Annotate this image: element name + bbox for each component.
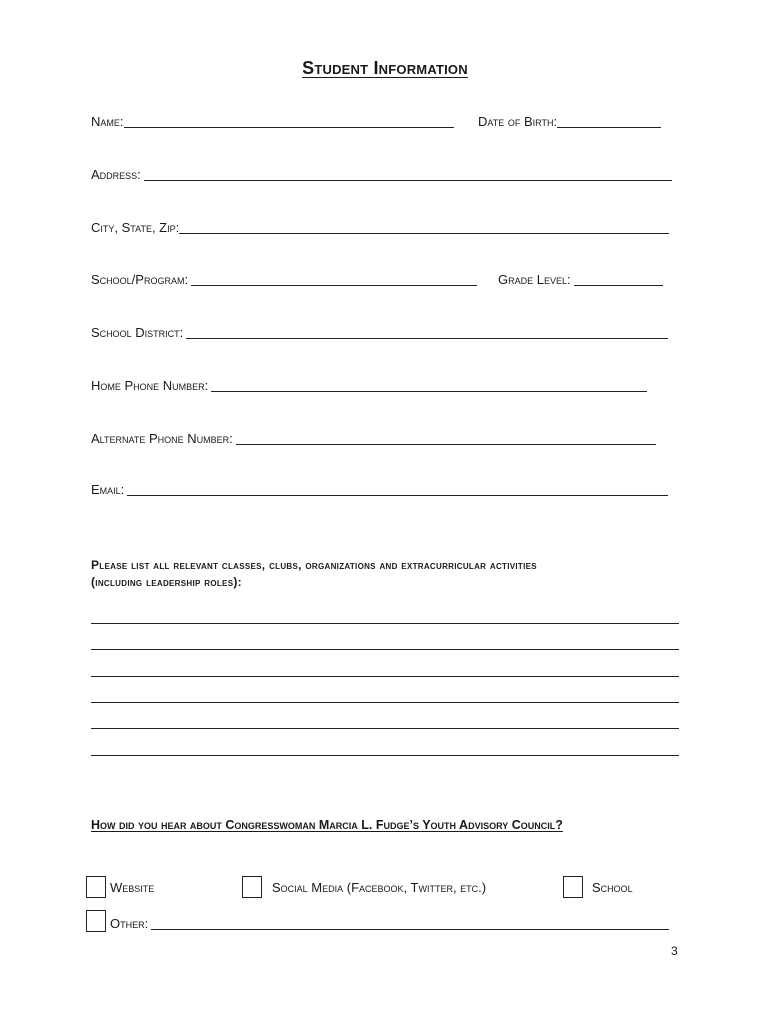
address-field[interactable] (144, 180, 672, 181)
home-phone-field[interactable] (211, 391, 647, 392)
school-program-label: School/Program: (91, 272, 189, 287)
name-row (91, 110, 454, 130)
activities-line[interactable] (91, 702, 679, 703)
city-state-zip-label: City, State, Zip: (91, 220, 180, 235)
other-checkbox[interactable] (86, 910, 106, 932)
dob-row (478, 110, 661, 130)
activities-heading-line-1: Please list all relevant classes, clubs, organizations and extracurricular activities (91, 558, 537, 572)
school-district-field[interactable] (186, 338, 668, 339)
alternate-phone-row (91, 427, 656, 447)
other-field[interactable] (151, 929, 669, 930)
address-row (91, 163, 672, 183)
school-label: School (592, 880, 633, 895)
school-district-row (91, 321, 668, 341)
referral-question: How did you hear about Congresswoman Marcia L. Fudge’s Youth Advisory Council? (91, 818, 563, 832)
name-label: Name: (91, 114, 124, 129)
city-state-zip-field[interactable] (179, 233, 669, 234)
activities-line[interactable] (91, 676, 679, 677)
dob-field[interactable] (557, 127, 661, 128)
social-media-label: Social Media (Facebook, Twitter, etc.) (272, 880, 487, 895)
email-label: Email: (91, 482, 125, 497)
school-checkbox[interactable] (563, 876, 583, 898)
website-label: Website (110, 880, 155, 895)
page-number: 3 (671, 944, 678, 958)
home-phone-label: Home Phone Number: (91, 378, 209, 393)
activities-heading (91, 557, 679, 591)
grade-level-field[interactable] (574, 285, 663, 286)
activities-line[interactable] (91, 755, 679, 756)
school-program-row (91, 268, 477, 288)
school-program-field[interactable] (191, 285, 477, 286)
alternate-phone-field[interactable] (236, 444, 656, 445)
activities-line[interactable] (91, 623, 679, 624)
activities-heading-line-2: (including leadership roles): (91, 575, 242, 589)
dob-label: Date of Birth: (478, 114, 558, 129)
home-phone-row (91, 374, 647, 394)
address-label: Address: (91, 167, 141, 182)
email-row (91, 478, 668, 498)
other-label: Other: (110, 916, 149, 931)
alternate-phone-label: Alternate Phone Number: (91, 431, 233, 446)
website-checkbox[interactable] (86, 876, 106, 898)
school-district-label: School District: (91, 325, 184, 340)
email-field[interactable] (127, 495, 668, 496)
social-media-checkbox[interactable] (242, 876, 262, 898)
other-row (110, 912, 669, 932)
activities-line[interactable] (91, 649, 679, 650)
city-state-zip-row (91, 216, 669, 236)
activities-line[interactable] (91, 728, 679, 729)
page-title: Student Information (302, 58, 468, 78)
name-field[interactable] (124, 127, 454, 128)
grade-level-label: Grade Level: (498, 272, 571, 287)
grade-level-row (498, 268, 663, 288)
